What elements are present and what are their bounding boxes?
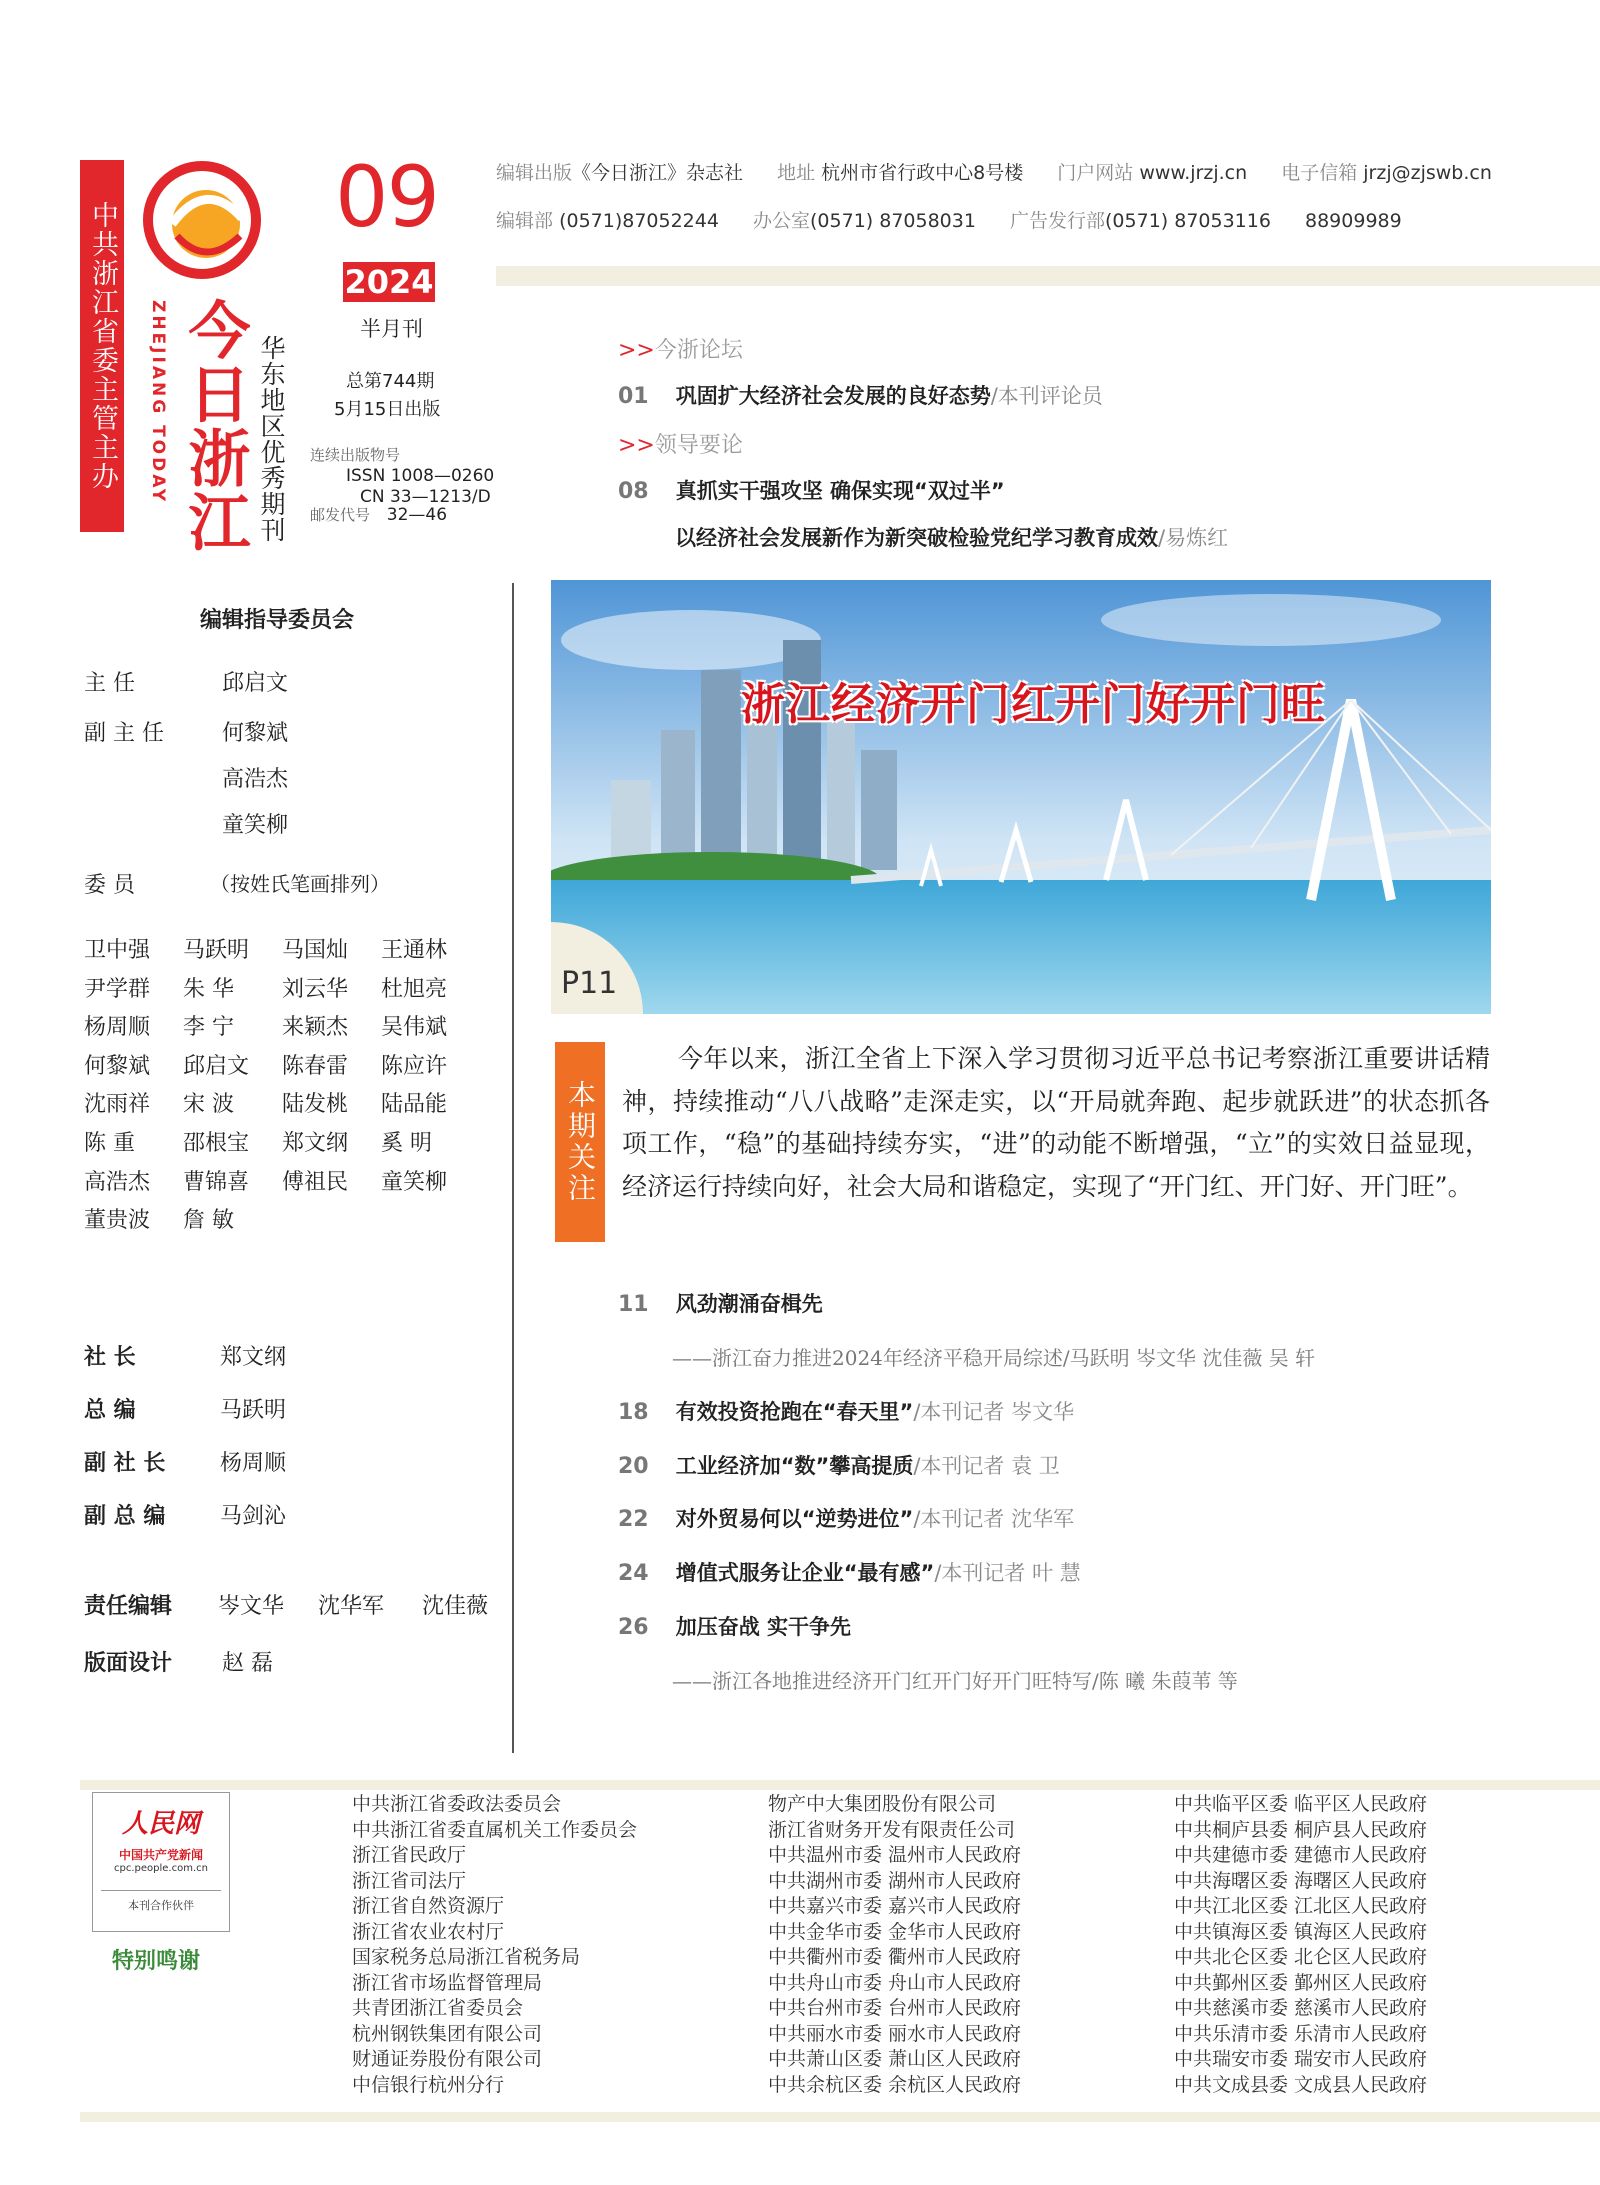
sponsor: 中共丽水市委 丽水市人民政府 (768, 2022, 1022, 2045)
section-head-leaders (618, 428, 743, 459)
staff-name: 马跃明 (220, 1398, 287, 1423)
committee-title: 编辑指导委员会 (200, 608, 355, 633)
focus-intro: 今年以来，浙江全省上下深入学习贯彻习近平总书记考察浙江重要讲话精神，持续推动“八八战略”走深走实，以“开局就奔跑、起步就跃进”的状态抓各项工作，“稳”的基础持续夯实，“进”的动能不断增强，“立”的实效日益显现，经济运行持续向好，社会大局和谐稳定，实现了“开门红、开门好、开门旺”。 (622, 1044, 1490, 1201)
toc-title: 以经济社会发展新作为新突破检验党纪学习教育成效 (675, 526, 1158, 550)
member-name: 郑文纲 (282, 1130, 349, 1156)
editorial-label: 编辑部 (496, 210, 554, 232)
issn-block (346, 466, 494, 508)
sponsor: 中共江北区委 江北区人民政府 (1174, 1895, 1428, 1917)
member-name: 尹学群 (84, 976, 151, 1002)
toc-item-11[interactable] (618, 1288, 823, 1318)
member-name: 邱启文 (183, 1053, 250, 1079)
section-head-forum (618, 333, 743, 364)
sponsor: 中共湖州市委 湖州市人民政府 (768, 1869, 1022, 1892)
toc-author: /本刊记者 叶 慧 (934, 1561, 1081, 1585)
postal-code-line (310, 504, 447, 525)
address: 杭州市省行政中心8号楼 (821, 162, 1024, 184)
thanks-column-3 (1174, 1792, 1427, 2098)
banner-headline: 浙江经济开门红开门好开门旺 (741, 679, 1326, 730)
city-bridge-illustration (551, 580, 1491, 1014)
toc-item-24[interactable] (618, 1557, 1081, 1587)
issue-year: 2024 (344, 263, 434, 301)
mail-label: 电子信箱 (1281, 162, 1358, 184)
toc-item-08[interactable] (618, 475, 1005, 505)
column-divider (512, 583, 514, 1753)
member-name: 来颖杰 (282, 1015, 349, 1041)
staff-name: 杨周顺 (220, 1451, 287, 1476)
toc-item-20[interactable] (618, 1450, 1060, 1480)
sponsor: 中共临平区委 临平区人民政府 (1174, 1793, 1428, 1815)
issue-info (334, 368, 441, 424)
cn-number: CN 33—1213/D (360, 487, 491, 507)
address-label: 地址 (777, 162, 816, 184)
sponsor: 中共温州市委 温州市人民政府 (768, 1844, 1022, 1866)
frequency: 半月刊 (360, 317, 423, 341)
sponsor: 浙江省民政厅 (352, 1844, 467, 1866)
publisher: 《今日浙江》杂志社 (572, 162, 744, 184)
vice-name: 童笑柳 (222, 813, 289, 838)
sponsor: 中共余杭区委 余杭区人民政府 (768, 2073, 1022, 2096)
staff-role: 社 长 (84, 1345, 136, 1370)
total-issue: 总第744期 (346, 371, 435, 392)
members-grid (84, 932, 480, 1241)
email-link[interactable]: jrzj@zjswb.cn (1363, 162, 1492, 184)
sponsor: 中共舟山市委 舟山市人民政府 (768, 1971, 1022, 1994)
staff-name: 沈华军 (318, 1594, 385, 1619)
sponsor: 中共文成县委 文成县人民政府 (1174, 2073, 1428, 2096)
sponsor: 中共镇海区委 镇海区人民政府 (1174, 1920, 1428, 1943)
toc-page: 24 (618, 1561, 649, 1586)
toc-title: 对外贸易何以“逆势进位” (675, 1507, 914, 1531)
sponsor: 中共建德市委 建德市人民政府 (1174, 1844, 1428, 1866)
office-phone: (0571) 87058031 (810, 210, 976, 232)
member-name: 陈 重 (84, 1130, 135, 1156)
editorial-phone: (0571)87052244 (559, 210, 719, 232)
site-label: 门户网站 (1057, 162, 1134, 184)
member-name: 沈雨祥 (84, 1092, 151, 1118)
member-name: 高浩杰 (84, 1169, 151, 1195)
sponsor: 中共瑞安市委 瑞安市人民政府 (1174, 2048, 1428, 2070)
toc-subtitle: ——浙江奋力推进2024年经济平稳开局综述/马跃明 岑文华 沈佳薇 吴 轩 (672, 1346, 1316, 1370)
postal-code: 32—46 (386, 505, 448, 525)
toc-item-01[interactable] (618, 380, 1103, 410)
member-name: 傅祖民 (282, 1169, 349, 1195)
sponsor: 中信银行杭州分行 (352, 2073, 505, 2096)
sponsor: 财通证券股份有限公司 (352, 2048, 543, 2070)
vice-role: 副 主 任 (84, 721, 164, 746)
vice-name: 高浩杰 (222, 767, 289, 792)
footer-rule-top (80, 1780, 1600, 1790)
sponsor: 物产中大集团股份有限公司 (768, 1793, 997, 1815)
staff-role: 总 编 (84, 1398, 136, 1423)
toc-title: 有效投资抢跑在“春天里” (675, 1400, 914, 1424)
office-label: 办公室 (753, 210, 811, 232)
members-role: 委 员 (84, 873, 135, 898)
member-name: 刘云华 (282, 976, 349, 1002)
toc-author: /本刊记者 袁 卫 (913, 1454, 1060, 1478)
sponsor: 浙江省司法厅 (352, 1869, 467, 1892)
banner-page-tag: P11 (561, 966, 618, 1001)
sponsor: 中共慈溪市委 慈溪市人民政府 (1174, 1997, 1428, 2019)
sponsor: 中共萧山区委 萧山区人民政府 (768, 2048, 1022, 2070)
website-link[interactable]: www.jrzj.cn (1139, 162, 1248, 184)
member-name: 杨周顺 (84, 1015, 151, 1041)
postal-label: 邮发代号 (310, 506, 371, 524)
sponsor: 中共桐庐县委 桐庐县人民政府 (1174, 1818, 1428, 1841)
focus-tag: 本期关注 (555, 1042, 605, 1242)
toc-author: /本刊记者 沈华军 (913, 1507, 1075, 1531)
section-title: 今浙论坛 (654, 338, 743, 363)
issn-label: 连续出版物号 (310, 446, 401, 464)
section-title: 领导要论 (654, 433, 743, 458)
toc-title: 风劲潮涌奋楫先 (675, 1292, 823, 1316)
publisher-label: 编辑出版 (496, 162, 573, 184)
sponsor: 浙江省财务开发有限责任公司 (768, 1818, 1016, 1841)
header-rule (496, 266, 1600, 286)
sponsor: 中共浙江省委政法委员会 (352, 1793, 562, 1815)
staff-name: 赵 磊 (222, 1651, 273, 1676)
sponsor: 中共浙江省委直属机关工作委员会 (352, 1818, 638, 1841)
sponsor: 中共北仑区委 北仑区人民政府 (1174, 1946, 1428, 1968)
member-name: 邵根宝 (183, 1130, 250, 1156)
member-name: 陈应许 (381, 1053, 448, 1079)
ads-phone: (0571) 87053116 (1105, 210, 1271, 232)
sponsor: 中共台州市委 台州市人民政府 (768, 1997, 1022, 2019)
toc-title: 工业经济加“数”攀高提质 (675, 1454, 914, 1478)
magazine-honor: 华东地区优秀期刊 (257, 335, 286, 543)
ads-phone-2: 88909989 (1305, 210, 1402, 232)
partner-sub: 中国共产党新闻 (118, 1848, 203, 1862)
toc-title: 巩固扩大经济社会发展的良好态势 (675, 384, 991, 408)
sponsor: 浙江省自然资源厅 (352, 1895, 505, 1917)
toc-item-22[interactable] (618, 1503, 1074, 1533)
toc-author: /本刊评论员 (990, 384, 1103, 408)
member-name: 马跃明 (183, 938, 250, 963)
ads-label: 广告发行部 (1010, 210, 1106, 232)
sponsor: 中共嘉兴市委 嘉兴市人民政府 (768, 1895, 1022, 1917)
staff-name: 沈佳薇 (422, 1594, 489, 1619)
section-marker: >> (618, 338, 655, 363)
member-name: 李 宁 (183, 1015, 234, 1041)
issue-number: 09 (335, 148, 438, 246)
staff-name: 岑文华 (218, 1594, 285, 1619)
staff-name: 马剑沁 (220, 1504, 287, 1529)
member-name: 杜旭亮 (381, 976, 448, 1002)
toc-page: 22 (618, 1507, 649, 1532)
sponsor: 浙江省市场监督管理局 (352, 1971, 543, 1994)
toc-title: 真抓实干强攻坚 确保实现“双过半” (675, 479, 1005, 503)
sponsor: 中共海曙区委 海曙区人民政府 (1174, 1869, 1428, 1892)
toc-subtitle: ——浙江各地推进经济开门红开门好开门旺特写/陈 曦 朱葭苇 等 (672, 1669, 1238, 1693)
thanks-column-2 (768, 1792, 1021, 2098)
staff-role: 责任编辑 (84, 1594, 173, 1619)
thanks-column-1 (352, 1792, 637, 2098)
feature-banner[interactable] (551, 580, 1491, 1014)
toc-title: 加压奋战 实干争先 (675, 1615, 852, 1639)
member-name: 陆品能 (381, 1092, 448, 1118)
contact-line-2 (496, 206, 1402, 233)
toc-author: /易炼红 (1158, 526, 1229, 550)
toc-page: 08 (618, 479, 649, 504)
sponsor: 共青团浙江省委员会 (352, 1997, 524, 2019)
staff-role: 副 总 编 (84, 1504, 166, 1529)
toc-page: 20 (618, 1454, 649, 1479)
member-name: 童笑柳 (381, 1169, 448, 1195)
member-name: 吴伟斌 (381, 1015, 448, 1041)
issn-number: ISSN 1008—0260 (346, 466, 495, 486)
sponsor: 浙江省农业农村厅 (352, 1920, 505, 1943)
partner-tag: 本刊合作伙伴 (101, 1890, 221, 1913)
member-name: 陈春雷 (282, 1053, 349, 1079)
partner-url: cpc.people.com.cn (114, 1863, 208, 1874)
toc-item-26[interactable] (618, 1611, 851, 1641)
sponsor: 杭州钢铁集团有限公司 (352, 2022, 543, 2045)
member-name: 王通林 (381, 938, 448, 963)
footer-rule-bottom (80, 2112, 1600, 2122)
director-name: 邱启文 (222, 671, 289, 696)
logo-english: ZHEJIANG TODAY (148, 300, 168, 505)
sponsor: 中共金华市委 金华市人民政府 (768, 1920, 1022, 1943)
toc-author: /本刊记者 岑文华 (913, 1400, 1075, 1424)
staff-role: 副 社 长 (84, 1451, 166, 1476)
member-name: 宋 波 (183, 1092, 234, 1118)
sponsor-band: 中共浙江省委主管主办 (80, 160, 124, 532)
sponsor: 中共衢州市委 衢州市人民政府 (768, 1946, 1022, 1968)
sponsor: 中共鄞州区委 鄞州区人民政府 (1174, 1971, 1428, 1994)
director-role: 主 任 (84, 671, 135, 696)
sponsor: 国家税务总局浙江省税务局 (352, 1946, 581, 1968)
publish-date: 5月15日出版 (334, 399, 441, 420)
members-note: （按姓氏笔画排列） (210, 872, 390, 896)
partner-logo-text: 人民网 (121, 1809, 200, 1839)
section-marker: >> (618, 433, 655, 458)
member-name: 曹锦喜 (183, 1169, 250, 1195)
member-name: 何黎斌 (84, 1053, 151, 1079)
toc-page: 18 (618, 1400, 649, 1425)
toc-item-08-sub[interactable] (675, 522, 1228, 552)
toc-item-18[interactable] (618, 1396, 1074, 1426)
special-thanks: 特别鸣谢 (112, 1948, 201, 1974)
logo-chinese: 今日浙江 (178, 298, 251, 554)
member-name: 马国灿 (282, 938, 349, 963)
member-name: 卫中强 (84, 938, 151, 963)
toc-page: 01 (618, 384, 649, 409)
contact-line-1 (496, 158, 1492, 185)
partner-logo[interactable] (92, 1792, 230, 1932)
toc-page: 11 (618, 1292, 649, 1317)
sponsor: 中共乐清市委 乐清市人民政府 (1174, 2022, 1428, 2045)
toc-title: 增值式服务让企业“最有感” (675, 1561, 935, 1585)
staff-name: 郑文纲 (220, 1345, 287, 1370)
member-name: 詹 敏 (183, 1208, 234, 1234)
vice-name: 何黎斌 (222, 721, 289, 746)
member-name: 董贵波 (84, 1208, 151, 1234)
member-name: 奚 明 (381, 1130, 432, 1156)
staff-role: 版面设计 (84, 1651, 173, 1676)
toc-page: 26 (618, 1615, 649, 1640)
member-name: 陆发桃 (282, 1092, 349, 1118)
member-name: 朱 华 (183, 976, 234, 1002)
